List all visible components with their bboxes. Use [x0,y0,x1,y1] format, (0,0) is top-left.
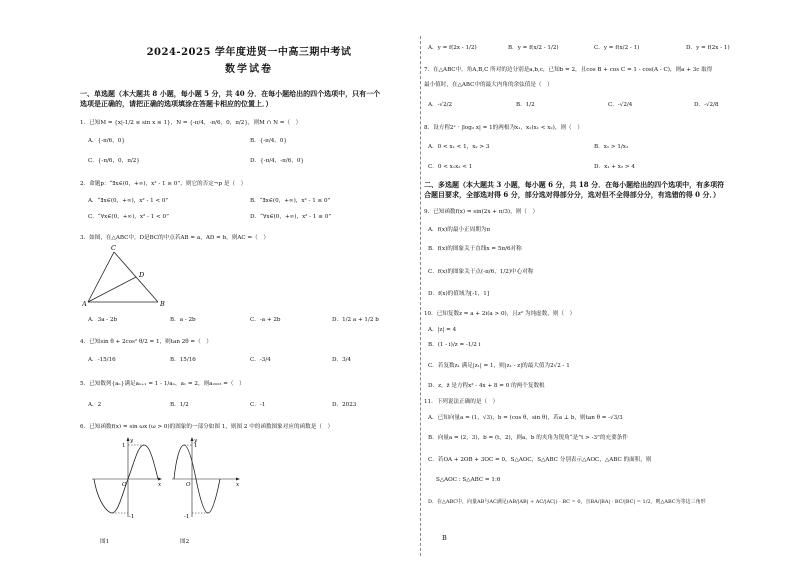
q6-option-c[interactable]: C．y = f(x/2 - 1) [594,45,640,51]
q8-option-b[interactable]: B．x₁ > 1/x₂ [594,144,629,150]
q5-option-d[interactable]: D．2023 [332,402,357,408]
q6-figure-2 [172,437,240,520]
q7-option-d[interactable]: D．-√2/8 [694,102,719,108]
q8-option-d[interactable]: D．x₁ + x₂ > 4 [594,164,635,170]
q5-option-c[interactable]: C．-1 [250,402,266,408]
q4-option-a[interactable]: A．-15/16 [88,357,116,363]
q10-stem: 10．已知复数z = a + 2i(a > 0)，且z² 为纯虚数，则（ ） [424,311,576,317]
q2-stem: 2．命题p：“∃x∈(0，+∞)，x² - 1 ≥ 0”，则它的否定¬p 是（ ） [80,181,247,187]
q3-label-b: B [160,300,165,308]
q6-fig1-tick-1: 1 [122,443,126,449]
q3-option-c[interactable]: C．-a + 2b [250,317,281,323]
q3-triangle-figure [82,244,172,310]
q2-option-d[interactable]: D．“∀x∈(0，+∞)，x² - 1 ≤ 0” [250,214,332,220]
q3-label-c: C [111,244,116,252]
q6-fig1-tick-neg1: -1 [129,514,135,520]
q4-option-b[interactable]: B．15/16 [170,357,196,363]
q2-option-b[interactable]: B．“∃x∈(0，+∞)，x² - 1 ≤ 0” [250,198,331,204]
q2-option-a[interactable]: A．“∃x∈(0，+∞)，x² - 1 < 0” [88,198,169,204]
q5-option-b[interactable]: B．1/2 [170,402,189,408]
footer-mark: B [442,534,447,542]
q3-stem: 3．如图，在△ABC中，D是BC的中点若AB = a，AD = b，则AC =（ ） [80,235,269,241]
q7-option-a[interactable]: A．-√2/2 [428,102,453,108]
q1-stem: 1．已知M = {x|-1/2 ≤ sin x ≤ 1}，N = {-π/4，-π/6，0，π/2}，则M ∩ N =（ ） [80,120,302,126]
q3-option-b[interactable]: B．a - 2b [170,317,196,323]
q9-option-a[interactable]: A．f(x)的最小正周期为π [428,227,491,233]
q1-option-a[interactable]: A．{-π/6，0} [88,138,125,144]
q8-stem: 8．设方程2ˣ · |log₂ x| = 1的两根为x₁，x₂(x₁ < x₂)，则（ ） [424,125,583,131]
q6-fig2-x-label: x [236,482,240,488]
section1-heading-2: 选项是正确的，请把正确的选项填涂在答题卡相应的位置上．） [80,99,273,108]
q4-option-c[interactable]: C．-3/4 [250,357,271,363]
q1-option-c[interactable]: C．{-π/6，0，π/2} [88,158,140,164]
section1-heading: 一、单选题（本大题共 8 小题，每小题 5 分，共 40 分．在每小题给出的四个选项中，只有一个 [80,89,381,98]
q8-option-c[interactable]: C．0 < x₁x₂ < 1 [428,164,473,170]
q4-stem: 4．已知sin θ + 2cos² θ/2 = 1，则tan 2θ =（ ） [80,339,212,345]
q1-option-b[interactable]: B．{-π/4，0} [250,138,287,144]
q7-option-c[interactable]: C．-√2/4 [608,102,633,108]
q11-stem: 11．下列说法正确的是（ ） [424,399,499,405]
q6-fig2-origin: O [186,482,191,488]
q11-option-c[interactable]: C．若OA + 2OB + 3OC = 0，S△AOC，S△ABC 分别表示△AOC，△ABC 的面积，则 [428,457,652,463]
q4-option-d[interactable]: D．3/4 [332,357,352,363]
q6-stem: 6．已知函数f(x) = sin ωx (ω > 0)的图象的一部分如图 1，则图 2 中的函数图象对应的函数是（ ） [80,424,334,430]
q2-option-c[interactable]: C．“∀x∈(0，+∞)，x² - 1 < 0” [88,214,169,220]
q6-graph-figures [88,433,248,523]
q6-fig1-y-label: y [130,438,134,444]
q3-option-d[interactable]: D．1/2 a + 1/2 b [332,317,379,323]
q6-fig1-caption: 图1 [100,539,110,545]
q9-option-d[interactable]: D．f(x)的值域为[-1，1] [428,291,490,297]
q3-option-a[interactable]: A．3a - 2b [88,317,118,323]
q3-label-a: A [82,300,87,308]
q11-option-d[interactable]: D．在△ABC中，向量AB与AC满足(AB/|AB| + AC/|AC|) · BC = 0，且BA/|BA| · BC/|BC| = 1/2，则△ABC为等边三角形 [428,499,706,505]
q5-stem: 5．已知数列{aₙ}满足aₙ₊₁ = 1 - 1/aₙ，a₁ = 2，则a₂₀₂₃ =（ ） [80,381,245,387]
q6-fig2-tick-neg1: -1 [184,514,190,520]
q6-fig1-x-label: x [158,482,162,488]
q5-option-a[interactable]: A．2 [88,402,102,408]
q11-option-b[interactable]: B．向量a = (2，3)，b = (t，2)，则a，b 的夹角为锐角“是”t > -3”的充要条件 [428,435,628,441]
q6-figure-1 [92,437,162,520]
q11-option-a[interactable]: A．已知向量a = (1，√3)，b = (cos θ，sin θ)，若a ⊥ b，则tan θ = -√3/3 [428,415,623,421]
q10-option-c[interactable]: C．若复数z₁ 满足|z₁| = 1，则|z₁ - z|的最大值为2√2 - 1 [428,363,570,369]
section2-heading: 二、多选题（本大题共 3 小题，每小题 6 分，共 18 分．在每小题给出的四个选项中，有多项符 [424,180,725,189]
q6-option-b[interactable]: B．y = f(x/2 - 1/2) [508,45,559,51]
right-column [424,0,788,562]
q10-option-d[interactable]: D．z，z̄ 是方程x² - 4x + 8 = 0 的两个复数根 [428,383,545,389]
q8-option-a[interactable]: A．0 < x₁ < 1，x₂ > 3 [428,144,490,150]
q6-option-a[interactable]: A．y = f(2x - 1/2) [428,45,477,51]
q6-fig1-origin: O [122,482,127,488]
q6-option-d[interactable]: D．y = f(2x - 1) [686,45,730,51]
q10-option-a[interactable]: A．|z| = 4 [428,327,457,333]
left-column [80,0,418,562]
exam-title: 2024-2025 学年度进贤一中高三期中考试 [146,47,352,58]
q7-option-b[interactable]: B．1/2 [516,102,535,108]
q1-option-d[interactable]: D．{-π/4，-π/6，0} [250,158,304,164]
exam-subtitle: 数学试卷 [225,64,273,75]
q6-fig2-caption: 图2 [180,539,190,545]
q7-stem-2: 最小值时，在△ABC中的最大内角的余弦值是（ ） [424,82,553,88]
q11-option-c-cont: S△AOC : S△ABC = 1:6 [436,477,501,483]
q7-stem: 7．在△ABC中，角A,B,C 所对的边分别是a,b,c，已知b = 2，且cos B + cos C = 1 - cos(A - C)，则a + 3c 取得 [424,67,713,73]
q10-option-b[interactable]: B．(1 - i)/z = -1/2 i [428,342,481,348]
q6-fig2-tick-1: 1 [194,443,198,449]
q9-option-c[interactable]: C．f(x)的图象关于点(-π/6，1/2)中心对称 [428,269,534,275]
q9-stem: 9．已知函数f(x) = sin(2x + π/3)，则（ ） [424,209,539,215]
q9-option-b[interactable]: B．f(x)的图象关于直线x = 5π/6对称 [428,246,522,252]
section2-heading-2: 合题目要求，全部选对得 6 分，部分选对得部分分，选对但不全得部分分，有选错的得 0 分．） [424,190,720,199]
q3-label-d: D [139,271,145,279]
q6-fig2-y-label: y [194,438,198,444]
column-divider [420,36,421,556]
